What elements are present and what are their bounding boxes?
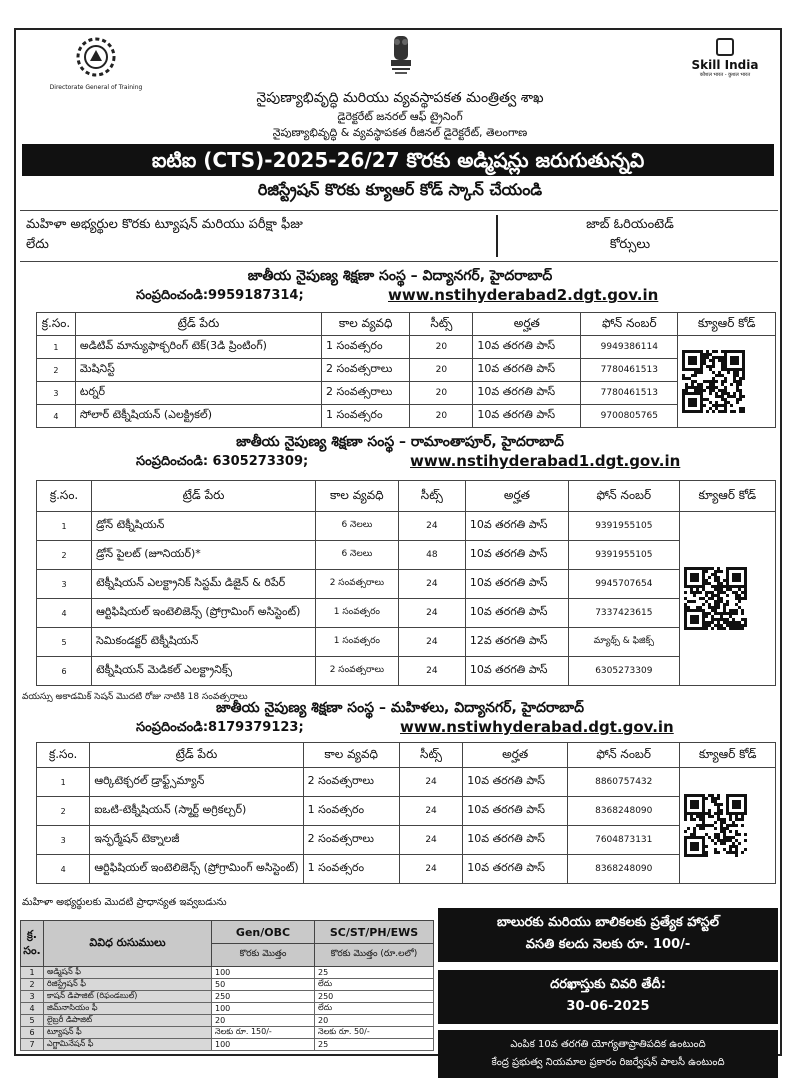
row-phone: 7604873131 — [568, 826, 680, 855]
col-qr: క్యూఆర్ కోడ్ — [678, 313, 776, 336]
row-qualification: 10వ తరగతి పాస్ — [465, 570, 568, 599]
row-trade: టెక్నీషియన్ మెడికల్ ఎలక్ట్రానిక్స్ — [92, 657, 316, 686]
fees-col-gen: Gen/OBC — [212, 921, 315, 944]
institute-2-website[interactable]: www.nstihyderabad1.dgt.gov.in — [410, 452, 681, 470]
fees-sc: 20 — [315, 1015, 434, 1027]
row-seats: 24 — [399, 855, 462, 884]
row-phone: 9391955105 — [569, 512, 680, 541]
institute-2-name: జాతీయ నైపుణ్య శిక్షణా సంస్థ – రామాంతాపూర్, హైదరాబాద్ — [236, 434, 564, 450]
fees-gen: 250 — [212, 991, 315, 1003]
qr-code-icon[interactable] — [684, 794, 771, 857]
hostel-box — [438, 908, 778, 962]
col-qualification: అర్హత — [473, 313, 581, 336]
age-note: వయస్సు అకాడమిక్ సెషన్ మొదటి రోజు నాటికి 18 సంవత్సరాలు — [22, 692, 248, 702]
gear-icon — [75, 36, 117, 78]
row-sno: 1 — [37, 336, 76, 359]
row-sno: 5 — [37, 628, 92, 657]
selection-notes-box — [438, 1030, 778, 1078]
table-row — [37, 657, 776, 686]
fees-gen: 100 — [212, 1003, 315, 1015]
fees-sno: 1 — [21, 967, 44, 979]
fees-row — [21, 1027, 434, 1039]
row-duration: 1 సంవత్సరం — [322, 405, 410, 428]
row-trade: సోలార్ టెక్నీషియన్ (ఎలక్ట్రికల్) — [75, 405, 321, 428]
row-trade: టెక్నీషియన్ ఎలక్ట్రానిక్ సిస్టమ్ డిజైన్ & రిపేర్ — [92, 570, 316, 599]
row-qualification: 10వ తరగతి పాస్ — [463, 768, 568, 797]
table-row — [37, 382, 776, 405]
fees-gen: 100 — [212, 967, 315, 979]
row-sno: 1 — [37, 512, 92, 541]
institute-3-contact: సంప్రదించండి:8179379123; — [136, 720, 304, 735]
table-row — [37, 541, 776, 570]
institute-1-name: జాతీయ నైపుణ్య శిక్షణా సంస్థ – విద్యానగర్, హైదరాబాద్ — [247, 268, 553, 284]
table-header-row — [37, 743, 776, 768]
table-row — [37, 336, 776, 359]
col-phone: ఫోన్ నంబర్ — [581, 313, 678, 336]
row-phone: 7780461513 — [581, 359, 678, 382]
registration-instruction: రిజిస్ట్రేషన్ కొరకు క్యూఆర్ కోడ్ స్కాన్ చేయండి — [257, 180, 543, 199]
col-sno: క్ర.సం. — [37, 743, 90, 768]
fees-label: ట్యూషన్ ఫీ — [44, 1027, 212, 1039]
col-trade: ట్రేడ్ పేరు — [90, 743, 303, 768]
fee-exemption-line2: లేదు — [26, 237, 49, 252]
fees-label: లైబ్రరీ డిపాజిట్ — [44, 1015, 212, 1027]
fees-gen: 50 — [212, 979, 315, 991]
row-seats: 20 — [410, 336, 473, 359]
row-duration: 2 సంవత్సరాలు — [322, 359, 410, 382]
fees-label: కాషన్ డిపాజిట్ (రిఫండబుల్) — [44, 991, 212, 1003]
row-qualification: 10వ తరగతి పాస్ — [463, 826, 568, 855]
row-sno: 3 — [37, 382, 76, 405]
hostel-line2: వసతి కలదు నెలకు రూ. 100/- — [525, 937, 691, 952]
row-trade: మెషినిస్ట్ — [75, 359, 321, 382]
qr-cell — [678, 336, 776, 428]
col-sno: క్ర.సం. — [37, 313, 76, 336]
row-phone: 7337423615 — [569, 599, 680, 628]
row-phone: 9391955105 — [569, 541, 680, 570]
row-trade: ఆర్టిఫిషియల్ ఇంటెలిజెన్స్ (ప్రోగ్రామింగ్ అసిస్టెంట్) — [90, 855, 303, 884]
institute-2-table — [36, 480, 776, 686]
table-row — [37, 768, 776, 797]
row-qualification: 10వ తరగతి పాస్ — [465, 599, 568, 628]
fees-sc: 25 — [315, 967, 434, 979]
row-sno: 4 — [37, 405, 76, 428]
fee-exemption-text — [26, 215, 466, 255]
row-duration: 2 సంవత్సరాలు — [315, 570, 398, 599]
fees-col-sc-sub: కొరకు మొత్తం (రూ.లలో) — [315, 944, 434, 967]
row-sno: 3 — [37, 826, 90, 855]
row-qualification: 10వ తరగతి పాస్ — [463, 797, 568, 826]
row-qualification: 12వ తరగతి పాస్ — [465, 628, 568, 657]
institute-1-table — [36, 312, 776, 428]
fees-sc: 25 — [315, 1039, 434, 1051]
job-oriented-text — [540, 215, 720, 255]
col-duration: కాల వ్యవధి — [322, 313, 410, 336]
fees-row — [21, 979, 434, 991]
fees-sno: 2 — [21, 979, 44, 991]
qr-code-icon[interactable] — [682, 350, 771, 413]
fees-label: రిజిస్ట్రేషన్ ఫీ — [44, 979, 212, 991]
fees-sc: లేదు — [315, 979, 434, 991]
table-header-row — [37, 481, 776, 512]
fees-gen: 20 — [212, 1015, 315, 1027]
row-phone: 7780461513 — [581, 382, 678, 405]
last-date-box — [438, 970, 778, 1024]
fees-row — [21, 1003, 434, 1015]
national-emblem-icon — [386, 32, 416, 82]
col-seats: సీట్స్ — [398, 481, 465, 512]
fees-sno: 5 — [21, 1015, 44, 1027]
row-seats: 24 — [399, 768, 462, 797]
row-sno: 4 — [37, 599, 92, 628]
last-date-value: 30-06-2025 — [566, 999, 650, 1014]
row-sno: 2 — [37, 541, 92, 570]
ministry-line: నైపుణ్యాభివృద్ధి మరియు వ్యవస్థాపకత మంత్రిత్వ శాఖ — [256, 90, 544, 106]
skill-india-tagline: कौशल भारत - कुशल भारत — [699, 72, 751, 78]
row-sno: 2 — [37, 797, 90, 826]
row-seats: 24 — [398, 512, 465, 541]
fees-sc: 250 — [315, 991, 434, 1003]
regional-directorate-line: నైపుణ్యాభివృద్ధి & వ్యవస్థాపకత రీజినల్ డైరెక్టరేట్, తెలంగాణ — [272, 126, 528, 139]
fees-col-label: వివిధ రుసుములు — [44, 921, 212, 967]
row-trade: ఇన్ఫర్మేషన్ టెక్నాలజీ — [90, 826, 303, 855]
institute-3-table — [36, 742, 776, 884]
hostel-line1: బాలురకు మరియు బాలికలకు ప్రత్యేక హాస్టల్ — [497, 915, 719, 930]
col-qr: క్యూఆర్ కోడ్ — [680, 743, 776, 768]
row-seats: 24 — [398, 628, 465, 657]
row-duration: 1 సంవత్సరం — [315, 628, 398, 657]
institute-3-name: జాతీయ నైపుణ్య శిక్షణా సంస్థ – మహిళలు, విద్యానగర్, హైదరాబాద్ — [216, 700, 584, 716]
institute-3-website[interactable]: www.nstiwhyderabad.dgt.gov.in — [400, 718, 674, 736]
fees-row — [21, 967, 434, 979]
col-seats: సీట్స్ — [410, 313, 473, 336]
row-duration: 1 సంవత్సరం — [303, 855, 399, 884]
fees-sno: 6 — [21, 1027, 44, 1039]
row-duration: 2 సంవత్సరాలు — [303, 826, 399, 855]
last-date-label: దరఖాస్తుకు చివరి తేదీ: — [550, 977, 666, 992]
col-trade: ట్రేడ్ పేరు — [75, 313, 321, 336]
row-seats: 24 — [399, 826, 462, 855]
job-oriented-line1: జాబ్ ఓరియంటెడ్ — [586, 217, 674, 232]
row-phone: 8368248090 — [568, 797, 680, 826]
row-phone: 8368248090 — [568, 855, 680, 884]
table-row — [37, 570, 776, 599]
row-phone: మ్యాథ్స్ & ఫిజిక్స్ — [569, 628, 680, 657]
row-duration: 2 సంవత్సరాలు — [322, 382, 410, 405]
fees-sc: నెలకు రూ. 50/- — [315, 1027, 434, 1039]
fees-row — [21, 1015, 434, 1027]
row-sno: 2 — [37, 359, 76, 382]
fees-row — [21, 1039, 434, 1051]
row-seats: 20 — [410, 382, 473, 405]
row-sno: 3 — [37, 570, 92, 599]
row-trade: అడిటివ్ మాన్యుఫాక్చరింగ్ టెక్(3డి ప్రింటింగ్) — [75, 336, 321, 359]
fees-col-sno: క్ర. సం. — [21, 921, 44, 967]
fees-sno: 3 — [21, 991, 44, 1003]
row-seats: 24 — [398, 657, 465, 686]
col-qr: క్యూఆర్ కోడ్ — [679, 481, 775, 512]
row-trade: డ్రోన్ పైలట్ (జూనియర్)* — [92, 541, 316, 570]
row-trade: ఆర్కిటెక్చరల్ డ్రాఫ్ట్స్‌మ్యాన్ — [90, 768, 303, 797]
fees-sc: లేదు — [315, 1003, 434, 1015]
row-trade: డ్రోన్ టెక్నీషియన్ — [92, 512, 316, 541]
poster-frame — [14, 28, 782, 1068]
fee-info-box — [20, 210, 778, 262]
table-row — [37, 855, 776, 884]
col-duration: కాల వ్యవధి — [303, 743, 399, 768]
table-row — [37, 797, 776, 826]
qr-code-icon[interactable] — [684, 567, 771, 630]
selection-note-2: కేంద్ర ప్రభుత్వ నియమాల ప్రకారం రిజర్వేషన్ పాలసీ ఉంటుంది — [491, 1057, 725, 1068]
fees-label: ఎగ్జామినేషన్ ఫీ — [44, 1039, 212, 1051]
row-seats: 20 — [410, 405, 473, 428]
institute-2-contact: సంప్రదించండి: 6305273309; — [136, 454, 309, 469]
fees-label: అడ్మిషన్ ఫీ — [44, 967, 212, 979]
row-qualification: 10వ తరగతి పాస్ — [465, 512, 568, 541]
admission-banner: ఐటిఐ (CTS)-2025-26/27 కొరకు అడ్మిషన్లు జరుగుతున్నవి — [22, 144, 774, 176]
row-phone: 6305273309 — [569, 657, 680, 686]
col-phone: ఫోన్ నంబర్ — [569, 481, 680, 512]
row-qualification: 10వ తరగతి పాస్ — [463, 855, 568, 884]
row-qualification: 10వ తరగతి పాస్ — [465, 657, 568, 686]
institute-1-contact: సంప్రదించండి:9959187314; — [136, 288, 304, 303]
row-sno: 4 — [37, 855, 90, 884]
row-sno: 1 — [37, 768, 90, 797]
skill-india-logo — [680, 38, 770, 78]
dgt-logo — [36, 36, 156, 91]
fees-sno: 4 — [21, 1003, 44, 1015]
row-sno: 6 — [37, 657, 92, 686]
row-phone: 8860757432 — [568, 768, 680, 797]
row-phone: 9700805765 — [581, 405, 678, 428]
table-row — [37, 405, 776, 428]
row-duration: 2 సంవత్సరాలు — [315, 657, 398, 686]
fees-label: జిమ్‌నాసియం ఫీ — [44, 1003, 212, 1015]
fees-row — [21, 991, 434, 1003]
col-sno: క్ర.సం. — [37, 481, 92, 512]
fees-gen: 100 — [212, 1039, 315, 1051]
row-phone: 9945707654 — [569, 570, 680, 599]
row-seats: 24 — [399, 797, 462, 826]
col-duration: కాల వ్యవధి — [315, 481, 398, 512]
col-trade: ట్రేడ్ పేరు — [92, 481, 316, 512]
row-qualification: 10వ తరగతి పాస్ — [465, 541, 568, 570]
row-trade: టర్నర్ — [75, 382, 321, 405]
table-row — [37, 359, 776, 382]
selection-note-1: ఎంపిక 10వ తరగతి యోగ్యతాప్రాతిపదిక ఉంటుంది — [510, 1039, 706, 1050]
fees-col-gen-sub: కొరకు మొత్తం — [212, 944, 315, 967]
table-row — [37, 512, 776, 541]
row-duration: 6 నెలలు — [315, 512, 398, 541]
row-duration: 6 నెలలు — [315, 541, 398, 570]
dgt-line: డైరెక్టరేట్ జనరల్ ఆఫ్ ట్రైనింగ్ — [337, 110, 463, 123]
table-row — [37, 628, 776, 657]
women-priority-note: మహిళా అభ్యర్థులకు మొదటి ప్రాధాన్యత ఇవ్వబడును — [22, 897, 227, 908]
row-phone: 9949386114 — [581, 336, 678, 359]
row-seats: 24 — [398, 570, 465, 599]
table-row — [37, 826, 776, 855]
fees-table — [20, 920, 434, 1051]
row-seats: 24 — [398, 599, 465, 628]
row-seats: 20 — [410, 359, 473, 382]
fees-gen: నెలకు రూ. 150/- — [212, 1027, 315, 1039]
table-header-row — [37, 313, 776, 336]
row-seats: 48 — [398, 541, 465, 570]
skill-india-brand: Skill India — [691, 58, 759, 72]
divider — [496, 215, 498, 257]
col-qualification: అర్హత — [465, 481, 568, 512]
row-duration: 2 సంవత్సరాలు — [303, 768, 399, 797]
row-duration: 1 సంవత్సరం — [315, 599, 398, 628]
row-qualification: 10వ తరగతి పాస్ — [473, 359, 581, 382]
skill-india-mark-icon — [716, 38, 734, 56]
row-qualification: 10వ తరగతి పాస్ — [473, 405, 581, 428]
col-seats: సీట్స్ — [399, 743, 462, 768]
qr-cell — [680, 768, 776, 884]
fees-sno: 7 — [21, 1039, 44, 1051]
col-phone: ఫోన్ నంబర్ — [568, 743, 680, 768]
row-qualification: 10వ తరగతి పాస్ — [473, 382, 581, 405]
job-oriented-line2: కోర్సులు — [609, 237, 651, 252]
row-trade: ఐఒటి-టెక్నీషియన్ (స్మార్ట్ అగ్రికల్చర్) — [90, 797, 303, 826]
row-trade: సెమికండక్టర్ టెక్నీషియన్ — [92, 628, 316, 657]
fee-exemption-line1: మహిళా అభ్యర్థుల కొరకు ట్యూషన్ మరియు పరీక్షా ఫీజు — [26, 217, 303, 232]
table-row — [37, 599, 776, 628]
qr-cell — [679, 512, 775, 686]
row-qualification: 10వ తరగతి పాస్ — [473, 336, 581, 359]
fees-header-row — [21, 921, 434, 944]
col-qualification: అర్హత — [463, 743, 568, 768]
row-duration: 1 సంవత్సరం — [322, 336, 410, 359]
institute-1-website[interactable]: www.nstihyderabad2.dgt.gov.in — [388, 286, 659, 304]
dgt-caption: Directorate General of Training — [49, 84, 143, 91]
row-trade: ఆర్టిఫిషియల్ ఇంటెలిజెన్స్ (ప్రోగ్రామింగ్ అసిస్టెంట్) — [92, 599, 316, 628]
fees-col-sc: SC/ST/PH/EWS — [315, 921, 434, 944]
row-duration: 1 సంవత్సరం — [303, 797, 399, 826]
